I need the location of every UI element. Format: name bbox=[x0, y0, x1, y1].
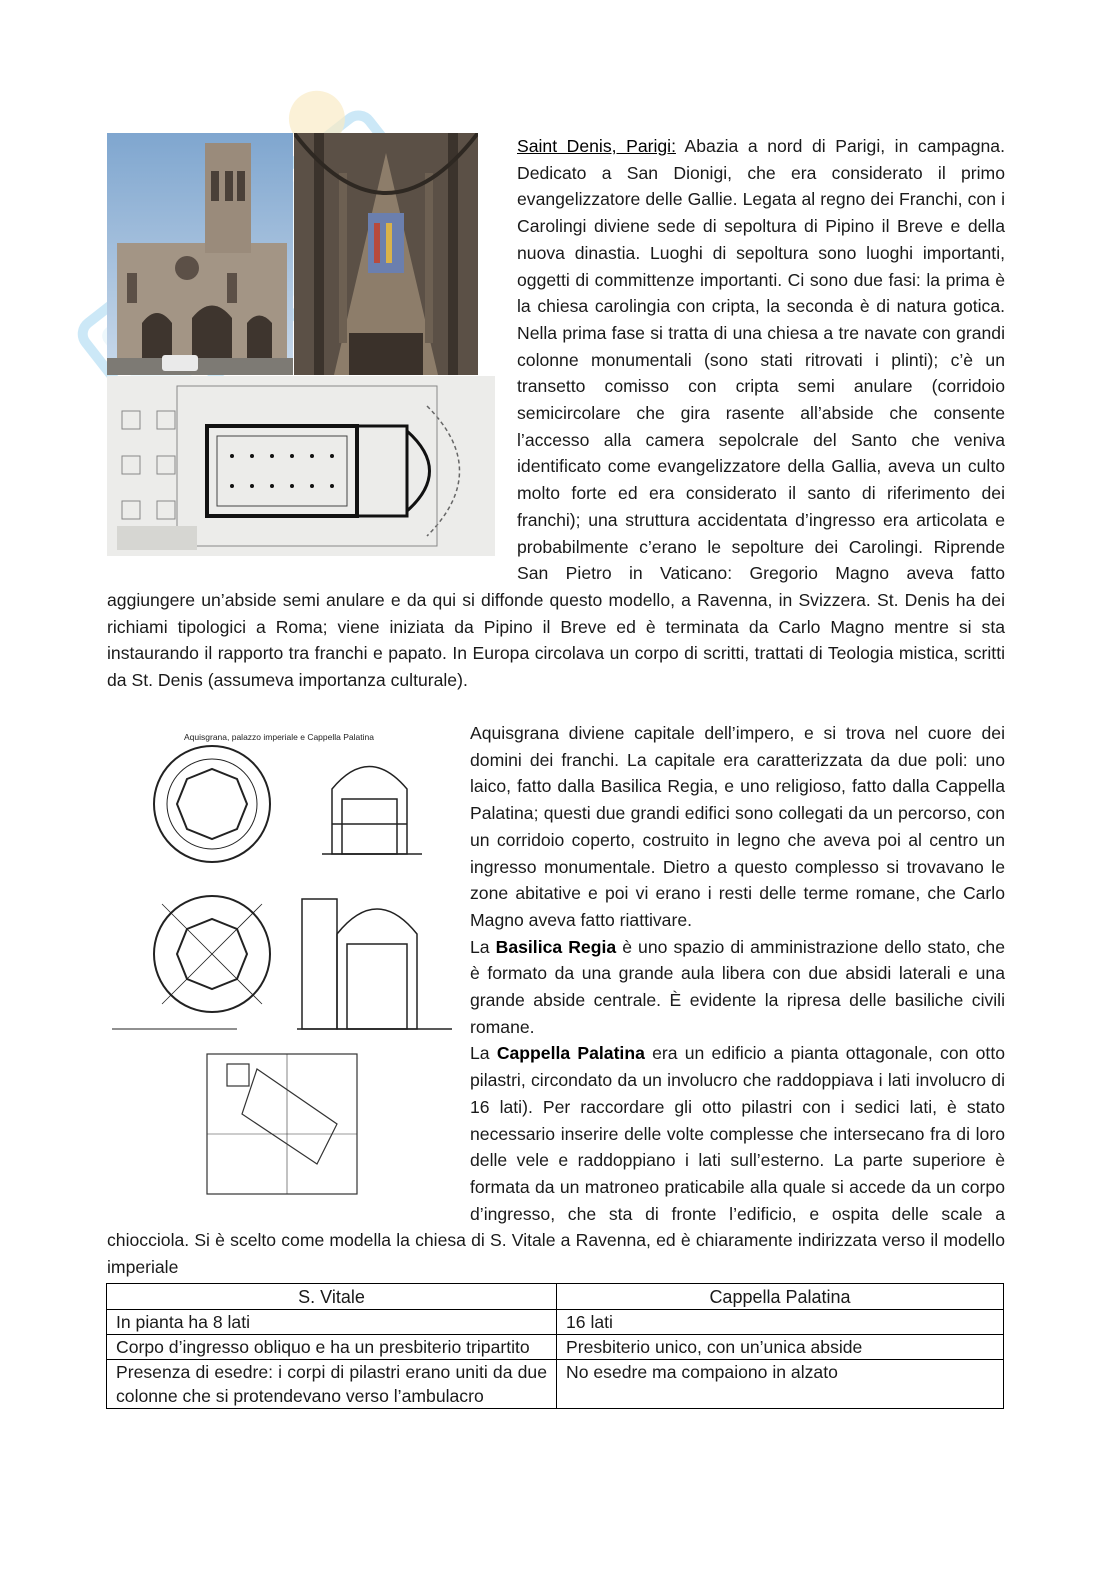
text-prefix: La bbox=[470, 1043, 497, 1064]
figure-caption: Aquisgrana, palazzo imperiale e Cappella Palatina bbox=[184, 732, 374, 742]
column-header-cappella-palatina: Cappella Palatina bbox=[557, 1284, 1004, 1310]
table-cell: 16 lati bbox=[557, 1310, 1004, 1335]
cappella-palatina-term: Cappella Palatina bbox=[496, 1043, 645, 1064]
figure-space-left bbox=[107, 133, 509, 571]
saint-denis-section bbox=[107, 133, 1005, 694]
table-cell: Corpo d’ingresso obliquo e ha un presbiterio tripartito bbox=[107, 1335, 557, 1360]
saint-denis-body: Abazia a nord di Parigi, in campagna. Dedicato a San Dionigi, che era considerato il primo evangelizzatore delle Gallie. Legata al regno dei Franchi, con i Carolingi diviene sede di sepoltura di Pipino il Breve e della nuova dinastia. Luoghi di sepoltura sono luoghi importanti, oggetti di committenze importanti. Ci sono due fasi: la prima è la chiesa carolingia con cripta, la seconda è di natura gotica. Nella prima fase si tratta di una chiesa a tre navate con grandi colonne monumentali (sono stati ritrovati i plinti); c’è un transetto comisso con cripta semi anulare (corridoio semicircolare che gira rasente all’abside che consente l’accesso alla camera sepolcrale del Santo che veniva identificato come evangelizzatore della Gallia, aveva un culto molto forte ed era considerato il santo di riferimento dei franchi); una struttura accidentata d’ingresso era articolata e probabilmente c’erano le sepolture dei Carolingi. Riprende San Pietro in Vaticano: Gregorio Magno aveva fatto aggiungere un’abside semi anulare e da qui si diffonde questo modello, a Ravenna, in Svizzera. St. Denis ha dei richiami tipologici a Roma; viene iniziata da Pipino il Breve ed è terminata da Carlo Magno mentre si sta instaurando il rapporto tra franchi e papato. In Europa circolava un corpo di scritti, trattati di Teologia mistica, scritti da St. Denis (assumeva importanza culturale). bbox=[107, 136, 1005, 691]
table-row bbox=[107, 1360, 1004, 1409]
table-cell: In pianta ha 8 lati bbox=[107, 1310, 557, 1335]
basilica-regia-text: è uno spazio di amministrazione dello stato, che è formato da una grande aula libera con due absidi laterali e una grande abside centrale. È evidente la ripresa delle basiliche civili romane. bbox=[470, 936, 1005, 1037]
comparison-table bbox=[106, 1283, 1004, 1409]
column-header-s-vitale: S. Vitale bbox=[107, 1284, 557, 1310]
table-header-row bbox=[107, 1284, 1004, 1310]
table-cell: Presenza di esedre: i corpi di pilastri erano uniti da due colonne che si protendevano verso l’ambulacro bbox=[107, 1360, 557, 1409]
cappella-palatina-text: era un edificio a pianta ottagonale, con otto pilastri, circondato da un involucro che raddoppiava i lati involucro di 16 lati). Per raccordare gli otto pilastri con i sedici lati, è stato necessario inserire delle volte complesse che intersecano fra di loro delle vele e raddoppiano i lati sull’esterno. La parte superiore è formata da un matroneo praticabile alla quale si accede da un corpo d’ingresso, che sta di fronte l’edificio, e ospita delle scale a chiocciola. Si è scelto come modella la chiesa di S. Vitale a Ravenna, ed è chiaramente indirizzata verso il modello imperiale bbox=[107, 1043, 1005, 1278]
basilica-regia-term: Basilica Regia bbox=[495, 936, 617, 957]
saint-denis-heading: Saint Denis, Parigi: bbox=[517, 136, 676, 156]
table-cell: No esedre ma compaiono in alzato bbox=[557, 1360, 1004, 1409]
table-row bbox=[107, 1310, 1004, 1335]
table-row bbox=[107, 1335, 1004, 1360]
figure-space-left bbox=[107, 722, 462, 1206]
table-cell: Presbiterio unico, con un’unica abside bbox=[557, 1335, 1004, 1360]
text-prefix: La bbox=[470, 936, 496, 957]
aachen-section bbox=[107, 720, 1005, 1281]
aachen-paragraph: Aquisgrana diviene capitale dell’impero, e si trova nel cuore dei domini dei franchi. La capitale era caratterizzata da due poli: uno laico, fatto dalla Basilica Regia, e uno religioso, fatto dalla Cappella Palatina; questi due grandi edifici sono collegati da un percorso, con un corridoio coperto, costruito in legno che aveva poi al centro un ingresso monumentale. Dietro a questo complesso si trovavano le zone abitative e poi vi erano i resti delle terme romane, che Carlo Magno aveva fatto riattivare. bbox=[470, 723, 1005, 930]
